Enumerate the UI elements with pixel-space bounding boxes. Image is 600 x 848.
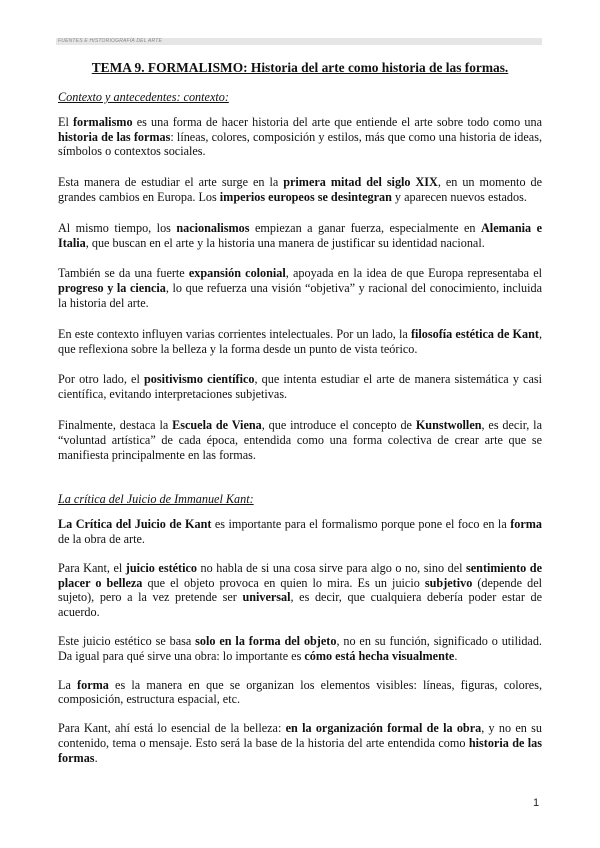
paragraph: La Crítica del Juicio de Kant es importante para el formalismo porque pone el foco en la forma de la obra de arte.	[58, 517, 543, 546]
paragraph: En este contexto influyen varias corrientes intelectuales. Por un lado, la filosofía estética de Kant, que reflexiona sobre la belleza y la forma desde un punto de vista teórico.	[58, 326, 542, 356]
paragraph: La forma es la manera en que se organizan los elementos visibles: líneas, figuras, colores, composición, estructura espacial, etc.	[58, 677, 542, 707]
paragraph: Esta manera de estudiar el arte surge en la primera mitad del siglo XIX, en un momento de grandes cambios en Europa. Los imperios europeos se desintegran y aparecen nuevos estados.	[58, 175, 543, 204]
paragraph: Para Kant, ahí está lo esencial de la belleza: en la organización formal de la obra, y no en su contenido, tema o mensaje. Esto será la base de la historia del arte entendida como historia de las formas.	[58, 721, 543, 765]
page-number: 1	[533, 797, 540, 809]
section-heading-kant: La crítica del Juicio de Immanuel Kant:	[58, 492, 254, 507]
paragraph: También se da una fuerte expansión colonial, apoyada en la idea de que Europa representaba el progreso y la ciencia, lo que refuerza una visión “objetiva” y racional del conocimiento, incluida la historia del arte.	[58, 266, 543, 310]
paragraph: Este juicio estético se basa solo en la forma del objeto, no en su función, significado o utilidad. Da igual para qué sirve una obra: lo importante es cómo está hecha visualmente.	[58, 633, 542, 663]
page-title: TEMA 9. FORMALISMO: Historia del arte como historia de las formas.	[91, 60, 509, 75]
paragraph: Finalmente, destaca la Escuela de Viena, que introduce el concepto de Kunstwollen, es decir, la “voluntad artística” de cada época, entendida como una forma colectiva de crear arte que se manifiesta principalmente en las formas.	[58, 417, 542, 462]
paragraph: Por otro lado, el positivismo científico, que intenta estudiar el arte de manera sistemática y casi científica, evitando interpretaciones subjetivas.	[58, 372, 543, 402]
document-body	[58, 60, 542, 780]
running-header: FUENTES E HISTORIOGRAFÍA DEL ARTE	[58, 38, 163, 44]
paragraph: El formalismo es una forma de hacer historia del arte que entiende el arte sobre todo como una historia de las formas: líneas, colores, composición y estilos, más que como una historia de ideas, símbolos o contextos sociales.	[58, 114, 542, 159]
section-spacer	[58, 478, 542, 492]
paragraph: Para Kant, el juicio estético no habla de si una cosa sirve para algo o no, sino del sentimiento de placer o belleza que el objeto provoca en quien lo mira. Es un juicio subjetivo (depende del sujeto), pero a la vez pretende ser universal, es decir, que cualquiera debería poder estar de acuerdo.	[58, 560, 542, 620]
paragraph: Al mismo tiempo, los nacionalismos empiezan a ganar fuerza, especialmente en Alemania e Italia, que buscan en el arte y la historia una manera de justificar su identidad nacional.	[58, 220, 542, 250]
section-heading-contexto: Contexto y antecedentes: contexto:	[58, 90, 229, 104]
